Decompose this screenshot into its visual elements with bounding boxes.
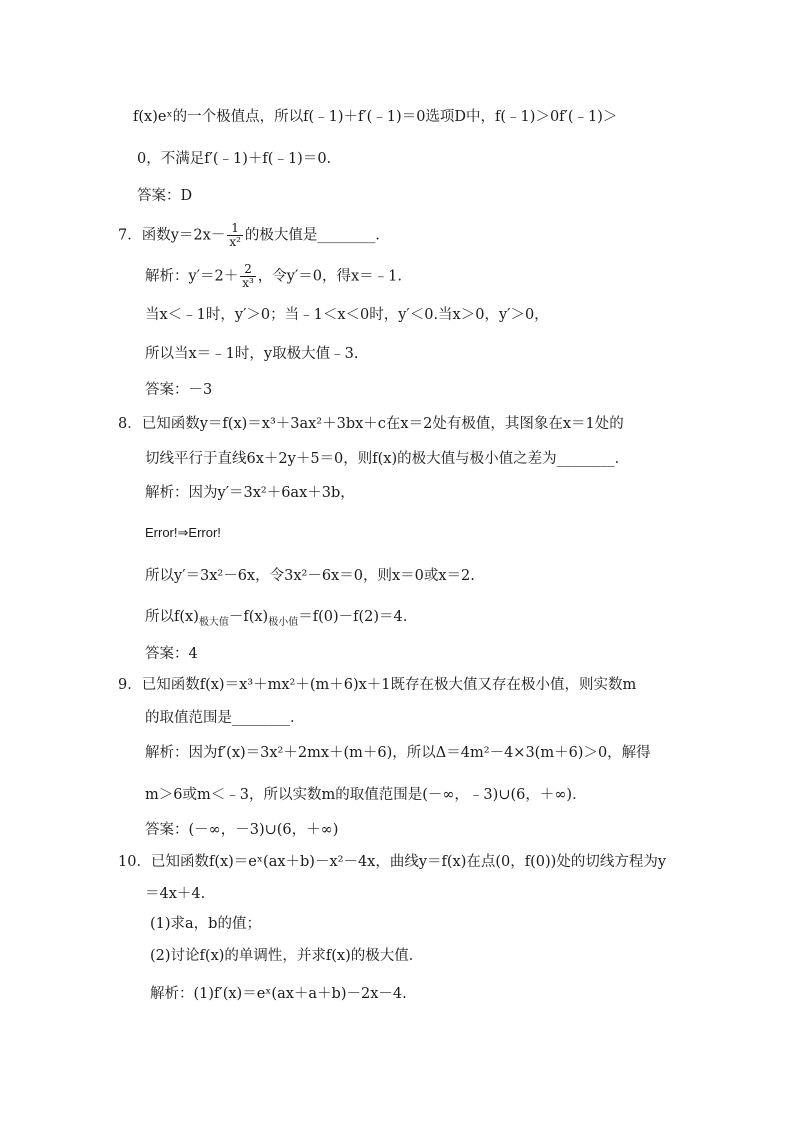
question-8-line-2: 切线平行于直线6x＋2y＋5＝0，则f(x)的极大值与极小值之差为________．: [145, 451, 630, 467]
question-10-part-1: (1)求a，b的值；: [150, 916, 261, 932]
question-9-line-2: 的取值范围是________．: [145, 710, 305, 726]
question-text: 的极大值是________．: [244, 227, 390, 244]
solution-9-line-2: m＞6或m＜﹣3，所以实数m的取值范围是(－∞，﹣3)∪(6，＋∞)．: [145, 787, 587, 803]
text-line: f(x)eˣ的一个极值点，所以f(﹣1)＋f′(﹣1)＝0选项D中，f(﹣1)＞0f′(﹣1)＞: [133, 109, 618, 125]
question-10-part-2: (2)讨论f(x)的单调性，并求f(x)的极大值．: [150, 948, 424, 964]
solution-8-line-4: 所以$f(x)_{极大值}-f(x)_{极小值}=f(0)-f(2)=4$.: [145, 609, 408, 628]
text-line: 0，不满足f′(﹣1)＋f(﹣1)＝0.: [137, 151, 332, 167]
solution-8-error: Error!⇒Error!: [145, 525, 221, 540]
question-7: [118, 222, 390, 249]
solution-7-line-1: 解析：y′＝2＋ $\frac{2}{\text{x³}}$ ，令y′＝0，得x＝﹣1.: [145, 262, 403, 290]
solution-10-line-1: 解析：(1)f′(x)＝eˣ(ax＋a＋b)－2x－4.: [150, 986, 407, 1002]
question-9-line-1: 9．已知函数f(x)＝x³＋mx²＋(m＋6)x＋1既存在极大值又存在极小值，则实数m: [118, 677, 637, 693]
solution-7-line-3: 所以当x＝﹣1时，y取极大值﹣3.: [145, 346, 359, 362]
solution-8-line-3: 所以y′＝3x²－6x，令3x²－6x＝0，则x＝0或x＝2.: [145, 568, 475, 584]
answer-8: 答案：4: [145, 646, 198, 662]
solution-7-line-2: 当x＜﹣1时，y′＞0；当﹣1＜x＜0时，y′＜0.当x＞0，y′＞0，: [145, 307, 549, 323]
question-10-line-2: ＝4x＋4.: [145, 886, 206, 902]
solution-9-line-1: 解析：因为f′(x)＝3x²＋2mx＋(m＋6)，所以Δ＝4m²－4×3(m＋6)＞0，解得: [145, 745, 651, 761]
solution-8-line-1: 解析：因为y′＝3x²＋6ax＋3b，: [145, 485, 355, 501]
question-10-line-1: 10．已知函数f(x)＝eˣ(ax＋b)－x²－4x，曲线y＝f(x)在点(0，f(0))处的切线方程为y: [118, 854, 667, 870]
answer-9: 答案：(－∞，－3)∪(6，＋∞): [145, 822, 339, 838]
fraction: $\frac{2}{\text{x³}}$: [242, 262, 254, 290]
answer-line: 答案：D: [137, 188, 193, 204]
question-text: 7．函数y＝2x－: [118, 227, 226, 244]
fraction: $\frac{1}{\text{x²}}$: [229, 221, 241, 249]
answer-7: 答案：－3: [145, 382, 213, 398]
question-8-line-1: 8．已知函数y＝f(x)＝x³＋3ax²＋3bx＋c在x＝2处有极值，其图象在x＝1处的: [118, 416, 624, 432]
